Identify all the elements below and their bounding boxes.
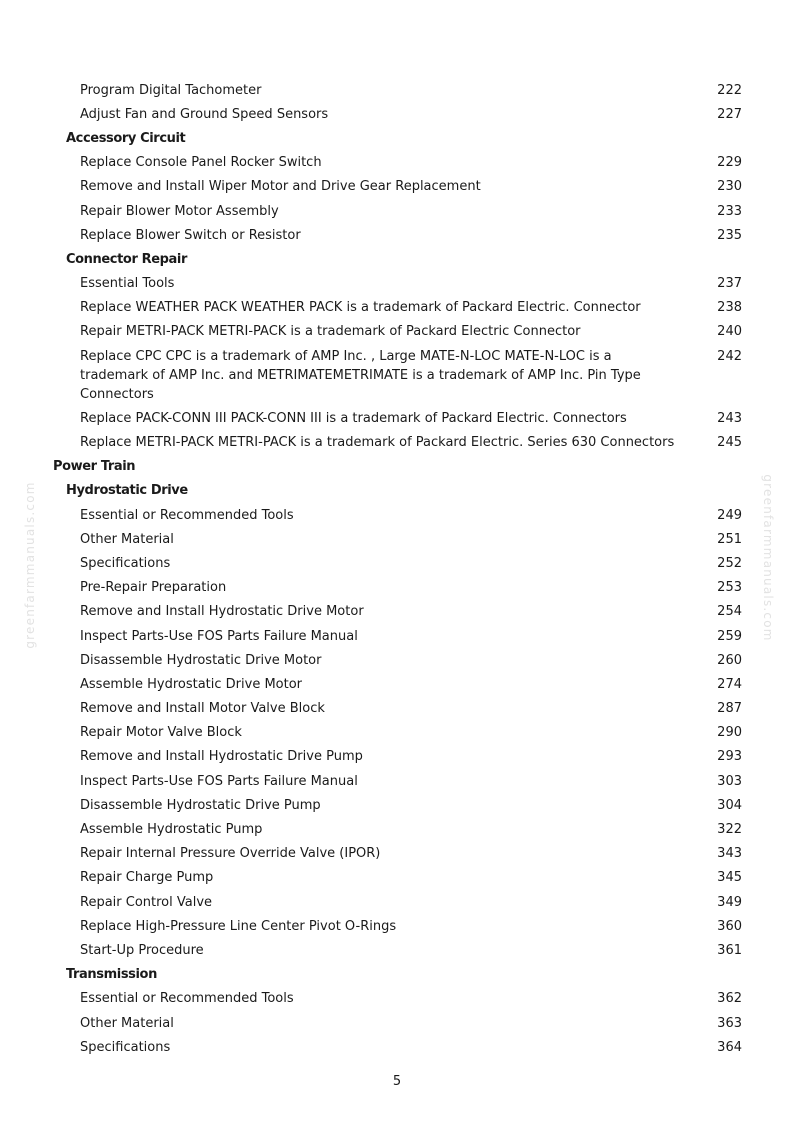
toc-entry-page: 240 [717,324,742,340]
toc-entry-page: 227 [717,106,742,122]
toc-entry[interactable] [0,697,794,721]
toc-entry-page: 242 [717,348,742,364]
toc-entry[interactable] [0,320,794,344]
toc-entry[interactable] [0,769,794,793]
toc-entry[interactable] [0,272,794,296]
toc-chapter-heading[interactable]: Power Train [53,459,136,475]
toc-entry-page: 233 [717,203,742,219]
toc-entry-page: 249 [717,507,742,523]
toc-entry-page: 253 [717,580,742,596]
toc-entry-title: Specifications [80,555,171,571]
toc-entry[interactable] [0,624,794,648]
toc-entry[interactable] [0,648,794,672]
toc-entry-title: Repair Internal Pressure Override Valve (IPOR) [80,846,381,862]
toc-entry-page: 251 [717,531,742,547]
toc-entry-page: 349 [717,894,742,910]
toc-entry-page: 343 [717,846,742,862]
watermark-right: greenfarmmanuals.com [761,474,775,642]
toc-section-heading[interactable]: Hydrostatic Drive [66,483,188,499]
toc-entry-title: Disassemble Hydrostatic Drive Motor [80,652,322,668]
toc-entry[interactable] [0,296,794,320]
table-of-contents [0,78,794,1059]
toc-entry-title: Repair Motor Valve Block [80,725,242,741]
toc-entry-title: Repair Control Valve [80,894,213,910]
toc-entry[interactable] [0,987,794,1011]
toc-entry-title: Essential Tools [80,276,175,292]
toc-entry[interactable] [0,793,794,817]
toc-entry[interactable] [0,1011,794,1035]
toc-entry-page: 345 [717,870,742,886]
toc-entry-title: Assemble Hydrostatic Drive Motor [80,676,303,692]
toc-entry[interactable] [0,102,794,126]
toc-entry[interactable] [0,842,794,866]
toc-entry-title: Inspect Parts-Use FOS Parts Failure Manual [80,773,358,789]
toc-entry-title: Replace Blower Switch or Resistor [80,227,301,243]
toc-entry[interactable] [0,151,794,175]
toc-entry-page: 363 [717,1015,742,1031]
toc-entry-title: Inspect Parts-Use FOS Parts Failure Manual [80,628,358,644]
toc-entry-title: Other Material [80,1015,174,1031]
toc-entry-page: 245 [717,435,742,451]
toc-entry[interactable] [0,430,794,454]
toc-entry-page: 243 [717,410,742,426]
toc-entry-title: Replace METRI-PACK METRI-PACK is a trademark of Packard Electric. Series 630 Connectors [80,435,675,451]
toc-entry[interactable] [0,938,794,962]
toc-entry-page: 230 [717,179,742,195]
toc-entry[interactable] [0,223,794,247]
toc-entry-title: Replace High-Pressure Line Center Pivot O-Rings [80,918,397,934]
toc-entry-page: 238 [717,300,742,316]
watermark-left: greenfarmmanuals.com [23,481,37,649]
toc-entry-title: Other Material [80,531,174,547]
toc-entry-title: Start-Up Procedure [80,942,204,958]
toc-entry[interactable] [0,78,794,102]
toc-entry[interactable] [0,175,794,199]
toc-section-heading[interactable]: Transmission [66,967,157,983]
toc-entry[interactable] [0,576,794,600]
toc-entry-title: Remove and Install Wiper Motor and Drive Gear Replacement [80,179,481,195]
toc-entry-page: 235 [717,227,742,243]
toc-entry-title: Repair Blower Motor Assembly [80,203,279,219]
toc-entry-page: 360 [717,918,742,934]
toc-entry-title: Remove and Install Hydrostatic Drive Motor [80,604,364,620]
toc-entry[interactable] [0,600,794,624]
toc-entry[interactable] [0,745,794,769]
toc-entry[interactable] [0,344,794,406]
toc-entry-title: Assemble Hydrostatic Pump [80,822,263,838]
toc-entry-title: Replace Console Panel Rocker Switch [80,155,322,171]
toc-entry[interactable] [0,551,794,575]
toc-section-heading[interactable]: Connector Repair [66,251,187,267]
toc-entry-title: Essential or Recommended Tools [80,991,294,1007]
toc-entry-page: 364 [717,1039,742,1055]
toc-entry-page: 293 [717,749,742,765]
toc-entry-page: 361 [717,942,742,958]
toc-entry-title: Disassemble Hydrostatic Drive Pump [80,797,321,813]
toc-entry-page: 304 [717,797,742,813]
toc-entry-page: 274 [717,676,742,692]
toc-entry-title: Adjust Fan and Ground Speed Sensors [80,106,329,122]
toc-section-heading[interactable]: Accessory Circuit [66,130,186,146]
toc-entry-page: 254 [717,604,742,620]
toc-entry-title: Replace CPC CPC is a trademark of AMP Inc. , Large MATE-N-LOC MATE-N-LOC is a trademark of AMP Inc. and METRIMATEMETRIMATE is a trademark of AMP Inc. Pin Type Connectors [80,348,641,402]
toc-entry[interactable] [0,503,794,527]
toc-entry-title: Replace WEATHER PACK WEATHER PACK is a trademark of Packard Electric. Connector [80,300,641,316]
toc-entry[interactable] [0,914,794,938]
toc-entry[interactable] [0,672,794,696]
toc-entry[interactable] [0,817,794,841]
toc-entry-title: Remove and Install Hydrostatic Drive Pump [80,749,363,765]
toc-entry[interactable] [0,721,794,745]
toc-entry-page: 322 [717,822,742,838]
toc-entry-page: 260 [717,652,742,668]
toc-entry[interactable] [0,866,794,890]
toc-entry[interactable] [0,199,794,223]
toc-entry-title: Repair Charge Pump [80,870,214,886]
toc-entry-page: 303 [717,773,742,789]
toc-entry-title: Repair METRI-PACK METRI-PACK is a trademark of Packard Electric Connector [80,324,581,340]
toc-entry-page: 252 [717,555,742,571]
toc-entry[interactable] [0,527,794,551]
toc-entry-title: Replace PACK-CONN III PACK-CONN III is a trademark of Packard Electric. Connectors [80,410,627,426]
toc-entry[interactable] [0,890,794,914]
page-number: 5 [392,1074,402,1089]
toc-entry-title: Remove and Install Motor Valve Block [80,701,325,717]
toc-entry-page: 290 [717,725,742,741]
toc-entry-page: 287 [717,701,742,717]
toc-entry[interactable] [0,406,794,430]
toc-entry-title: Essential or Recommended Tools [80,507,294,523]
toc-entry-title: Program Digital Tachometer [80,82,262,98]
toc-entry-page: 237 [717,276,742,292]
toc-entry-page: 259 [717,628,742,644]
toc-entry-page: 229 [717,155,742,171]
toc-entry[interactable] [0,1035,794,1059]
toc-entry-title: Pre-Repair Preparation [80,580,227,596]
toc-entry-page: 362 [717,991,742,1007]
toc-entry-page: 222 [717,82,742,98]
toc-entry-title: Specifications [80,1039,171,1055]
